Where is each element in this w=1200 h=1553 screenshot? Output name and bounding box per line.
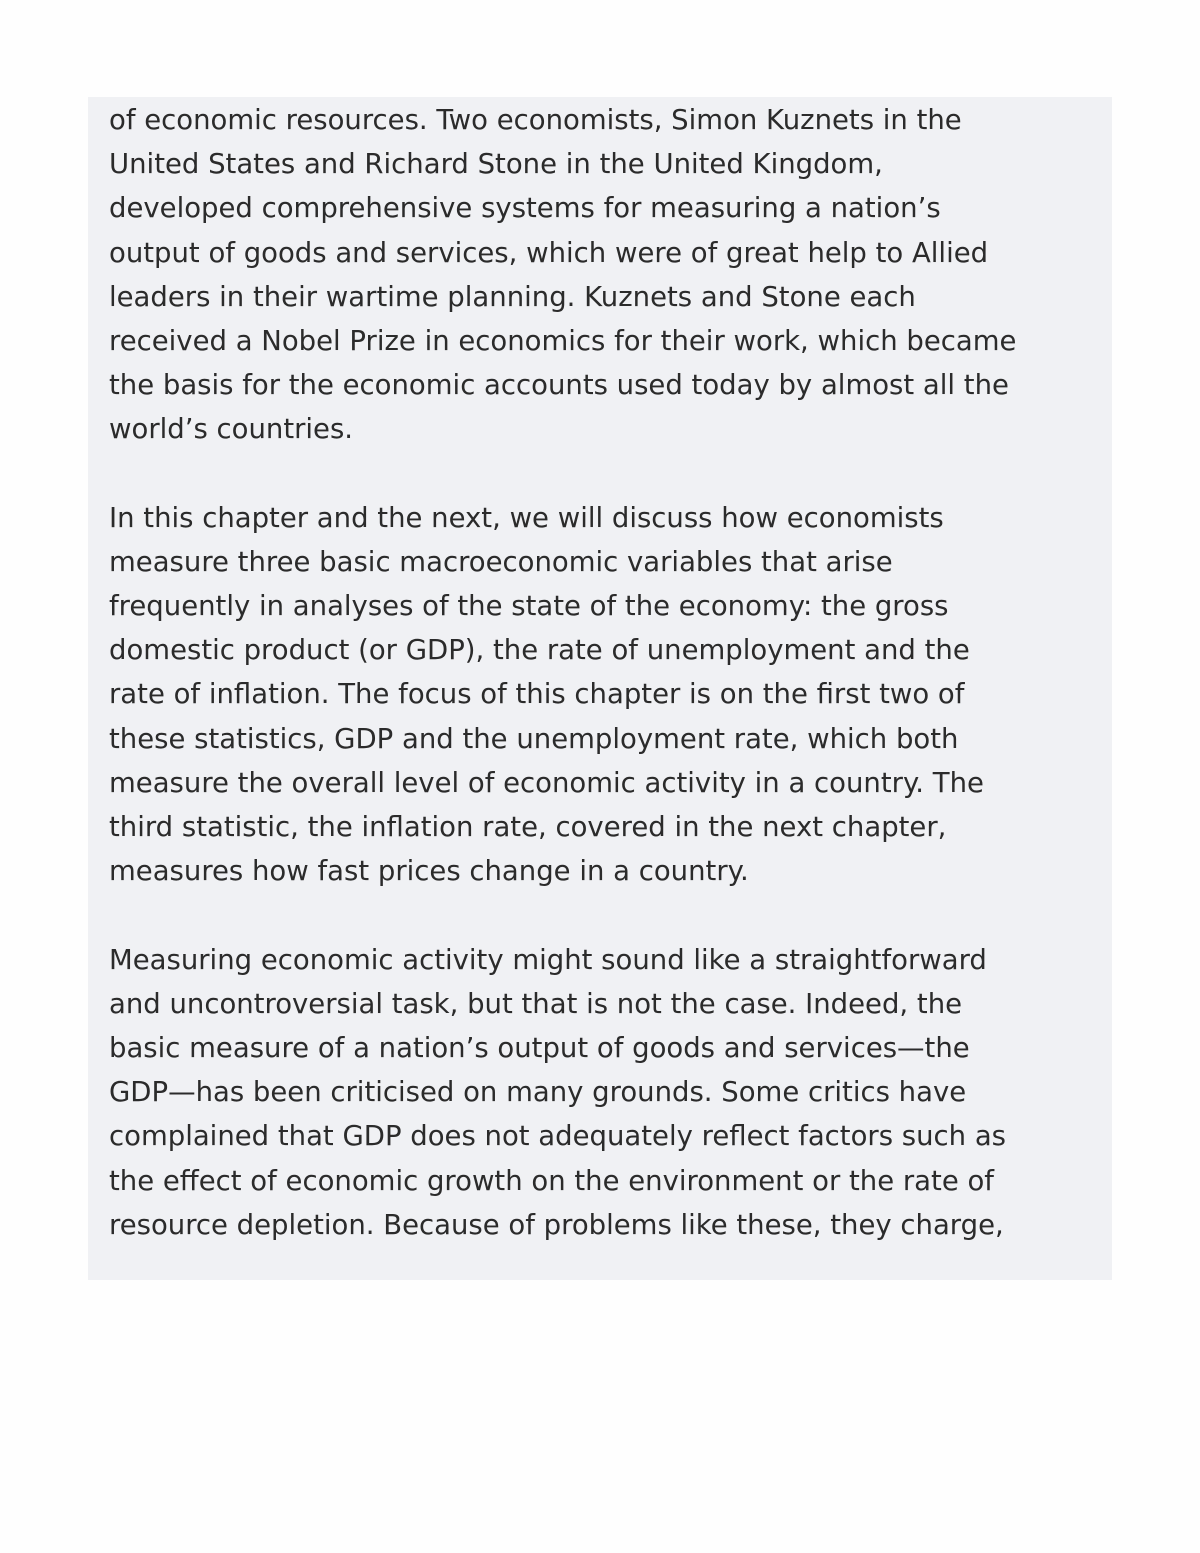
text-line: rate of inflation. The focus of this chapter is on the first two of [109,678,965,711]
paragraph-gap [109,893,1099,937]
text-line: developed comprehensive systems for measuring a nation’s [109,192,941,225]
text-line: world’s countries. [109,413,354,446]
text-line: output of goods and services, which were of great help to Allied [109,236,989,269]
text-line: and uncontroversial task, but that is not the case. Indeed, the [109,987,963,1020]
text-line: GDP—has been criticised on many grounds. Some critics have [109,1076,967,1109]
text-line: these statistics, GDP and the unemployment rate, which both [109,722,959,755]
text-line: In this chapter and the next, we will discuss how economists [109,501,944,534]
text-line: received a Nobel Prize in economics for their work, which became [109,324,1017,357]
text-line: measure the overall level of economic activity in a country. The [109,766,984,799]
paragraph-gap [109,452,1099,496]
text-line: United States and Richard Stone in the United Kingdom, [109,148,883,181]
text-line: complained that GDP does not adequately reflect factors such as [109,1120,1006,1153]
paragraph-1 [109,98,1099,452]
text-line: basic measure of a nation’s output of goods and services—the [109,1031,970,1064]
paragraph-2 [109,496,1099,894]
document-body [109,98,1099,1247]
text-line: domestic product (or GDP), the rate of unemployment and the [109,634,970,667]
text-line: third statistic, the inflation rate, covered in the next chapter, [109,811,947,843]
text-line: the basis for the economic accounts used today by almost all the [109,369,1009,402]
paragraph-3 [109,938,1099,1247]
text-line: measures how fast prices change in a country. [109,855,749,888]
text-line: the effect of economic growth on the environment or the rate of [109,1164,994,1197]
text-line: leaders in their wartime planning. Kuznets and Stone each [109,280,916,313]
text-line: frequently in analyses of the state of the economy: the gross [109,590,949,623]
text-line: Measuring economic activity might sound like a straightforward [109,943,987,976]
text-line: of economic resources. Two economists, Simon Kuznets in the [109,104,962,136]
text-line: measure three basic macroeconomic variables that arise [109,545,893,578]
text-line: resource depletion. Because of problems like these, they charge, [109,1208,1004,1241]
